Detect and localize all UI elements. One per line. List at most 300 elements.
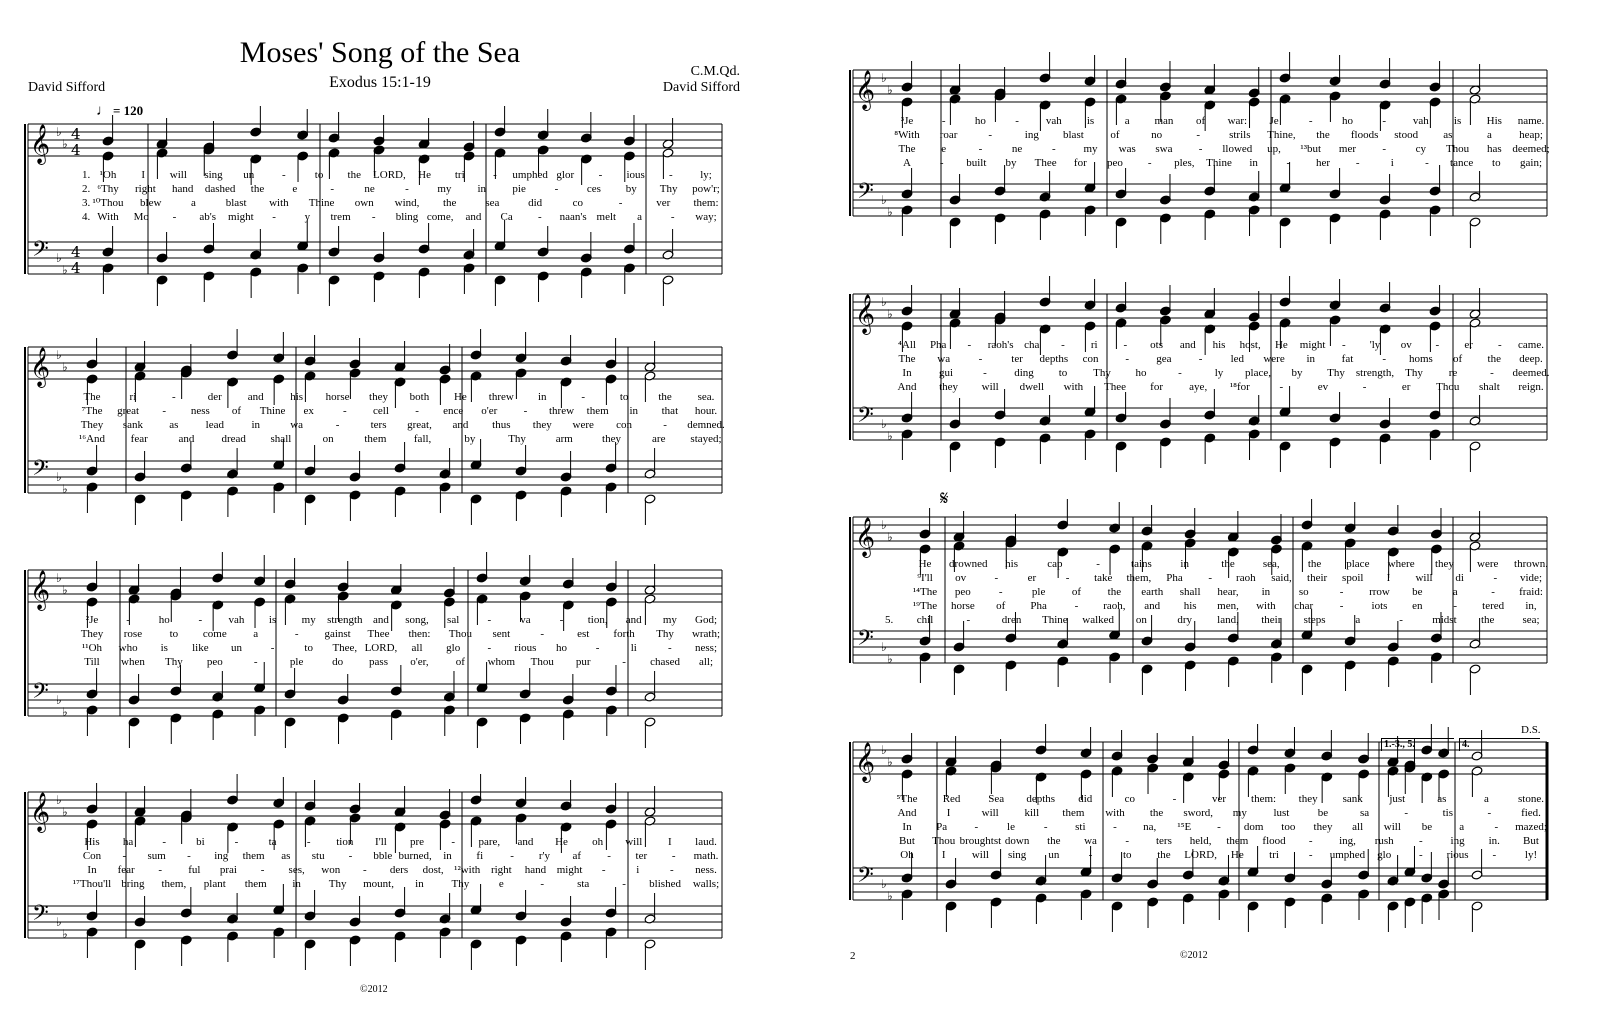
note-head: [945, 736, 957, 767]
lyric-syllable: rious: [1446, 849, 1469, 861]
lyric-syllable: them: [1062, 807, 1085, 819]
lyric-syllable: them,: [1126, 572, 1152, 584]
lyricist-credit: David Sifford: [28, 80, 106, 95]
score-page-2: [845, 0, 1565, 1035]
lyric-syllable: all: [1352, 821, 1364, 833]
lyric-syllable: oh: [592, 836, 604, 848]
note-head: [349, 896, 361, 927]
key-signature-flat-icon: ♭: [56, 915, 62, 929]
lyrics-block: [845, 557, 1565, 627]
lyric-syllable: con: [616, 419, 633, 431]
lyric-syllable: ov: [1400, 339, 1412, 351]
time-signature-icon: 4: [71, 141, 81, 159]
note-head: [1147, 858, 1159, 889]
lyric-syllable: LORD,: [1184, 849, 1217, 861]
lyric-syllable: -: [282, 169, 286, 181]
lyric-syllable: war:: [1227, 115, 1248, 127]
lyric-syllable: a: [1124, 115, 1130, 127]
key-signature-flat-icon: ♭: [56, 793, 62, 807]
lyric-syllable: -: [523, 405, 528, 417]
lyric-syllable: -: [371, 211, 376, 223]
lyric-syllable: e: [498, 878, 504, 890]
lyric-syllable: deemed.: [1512, 367, 1550, 379]
lyric-syllable: too: [1281, 821, 1296, 833]
lyric-syllable: swa: [1155, 143, 1173, 155]
treble-clef-icon: 𝄞: [855, 294, 876, 334]
note-head: [337, 561, 349, 592]
lyric-syllable: and: [465, 211, 482, 223]
lyric-syllable: Ca: [500, 211, 513, 223]
note-head: [443, 671, 455, 702]
lyric-syllable: ¹²with: [454, 864, 481, 876]
lyric-syllable: A: [903, 157, 911, 169]
lyric-syllable: with: [1105, 807, 1125, 819]
lyric-syllable: midst: [1432, 614, 1457, 626]
lyric-syllable: of: [1452, 353, 1463, 365]
key-signature-flat-icon: ♭: [887, 83, 893, 97]
note-head: [86, 927, 98, 958]
lyric-syllable: by: [1005, 157, 1017, 169]
lyric-syllable: And: [897, 807, 917, 819]
bass-clef-icon: 𝄢: [32, 456, 49, 486]
lyric-syllable: a: [1355, 614, 1361, 626]
lyric-syllable: shall: [1179, 586, 1201, 598]
key-signature-flat-icon: ♭: [881, 640, 887, 654]
lyric-syllable: dom: [1243, 821, 1264, 833]
lyric-syllable: ¹⁸for: [1229, 381, 1250, 393]
key-signature-flat-icon: ♭: [62, 137, 68, 151]
lyric-syllable: flood: [1262, 835, 1286, 847]
lyric-syllable: I: [141, 169, 146, 181]
lyric-syllable: le: [1007, 821, 1015, 833]
note-head: [1270, 652, 1282, 683]
lyric-syllable: they: [1298, 793, 1318, 805]
lyric-syllable: a: [1486, 129, 1492, 141]
lyric-syllable: ¹⁵E: [1177, 821, 1192, 833]
note-head: [537, 271, 549, 302]
lyric-syllable: Thy: [659, 183, 678, 195]
note-head: [284, 717, 296, 748]
lyric-syllable: Thine: [308, 197, 335, 209]
lyric-syllable: his: [290, 391, 304, 403]
lyric-syllable: ter: [635, 850, 648, 862]
key-signature-flat-icon: ♭: [62, 482, 68, 496]
note-head: [1115, 392, 1127, 423]
note-head: [1284, 727, 1296, 758]
lyric-syllable: Oh: [900, 849, 914, 861]
note-head: [519, 713, 531, 744]
lyric-syllable: them: [364, 433, 387, 445]
note-head: [1080, 889, 1092, 920]
note-head: [284, 558, 296, 589]
note-head: [1358, 733, 1370, 764]
lyric-syllable: fear: [117, 864, 135, 876]
lyric-syllable: in: [537, 391, 547, 403]
lyric-syllable: them: [242, 850, 265, 862]
meter-label: C.M.Qd.: [690, 64, 740, 79]
note-head: [1344, 660, 1356, 691]
note-head: [1159, 285, 1171, 316]
lyric-syllable: the: [1316, 129, 1330, 141]
note-head: [1279, 52, 1291, 83]
lyric-syllable: ab's: [199, 211, 216, 223]
lyric-syllable: in: [1180, 558, 1189, 570]
key-signature-flat-icon: ♭: [881, 71, 887, 85]
lyric-syllable: -: [363, 864, 367, 876]
lyric-syllable: Thine: [1042, 614, 1068, 626]
lyric-syllable: ⁷The: [81, 405, 103, 417]
lyric-syllable: a: [1459, 821, 1465, 833]
note-head: [328, 226, 340, 257]
lyric-syllable: Thee,: [332, 642, 358, 654]
lyric-syllable: -: [1492, 849, 1497, 861]
lyric-syllable: gain;: [1520, 157, 1542, 169]
lyric-syllable: Thine: [1206, 157, 1232, 169]
note-head: [418, 223, 430, 254]
lyric-syllable: homs: [1408, 353, 1433, 365]
lyric-syllable: were: [1477, 558, 1499, 570]
lyric-syllable: -: [122, 850, 127, 862]
note-head: [1248, 395, 1260, 426]
note-head: [623, 115, 635, 146]
lyric-syllable: tion: [336, 836, 354, 848]
lyric-syllable: I: [941, 849, 946, 861]
lyric-syllable: lust: [1273, 807, 1290, 819]
lyric-syllable: ¹⁹The: [912, 600, 938, 612]
lyric-syllable: -: [998, 586, 1003, 598]
lyric-syllable: might: [1299, 339, 1326, 351]
lyric-syllable: earth: [1141, 586, 1164, 598]
lyric-syllable: sal: [447, 614, 460, 626]
lyric-syllable: Thy: [1405, 367, 1423, 379]
lyric-syllable: pre: [410, 836, 425, 848]
lyric-syllable: place: [1346, 558, 1370, 570]
treble-clef-icon: 𝄞: [30, 347, 51, 387]
note-head: [297, 263, 309, 294]
lyric-syllable: Pha: [1166, 572, 1183, 584]
note-head: [605, 338, 617, 369]
hymn-title: Moses' Song of the Sea: [239, 36, 521, 69]
note-head: [644, 494, 656, 525]
bass-clef-icon: 𝄢: [32, 901, 49, 931]
lyric-syllable: in: [629, 405, 639, 417]
note-head: [273, 482, 285, 513]
key-signature-flat-icon: ♭: [887, 755, 893, 769]
lyric-syllable: na,: [1143, 821, 1157, 833]
lyric-syllable: -: [618, 197, 623, 209]
lyric-syllable: sent: [492, 628, 511, 640]
note-head: [86, 561, 98, 592]
lyric-syllable: has: [1486, 143, 1502, 155]
lyric-syllable: o'er: [481, 405, 498, 417]
lyric-syllable: floods: [1350, 129, 1379, 141]
note-head: [86, 445, 98, 476]
lyric-line: [20, 627, 740, 641]
note-head: [1279, 276, 1291, 307]
lyric-syllable: dwell: [1019, 381, 1045, 393]
note-head: [623, 223, 635, 254]
lyric-syllable: He: [918, 558, 932, 570]
lyric-syllable: -: [966, 614, 971, 626]
note-head: [1429, 285, 1441, 316]
lyric-syllable: -: [260, 864, 265, 876]
lyric-syllable: will: [169, 169, 187, 181]
lyric-syllable: his: [1183, 600, 1197, 612]
note-head: [1039, 433, 1051, 464]
lyric-syllable: them,: [161, 878, 187, 890]
lyric-syllable: all;: [698, 656, 714, 668]
lyric-syllable: peo: [206, 656, 223, 668]
lyric-syllable: of: [455, 656, 465, 668]
note-head: [1147, 763, 1159, 794]
lyric-line: [845, 613, 1565, 627]
lyric-syllable: walls;: [692, 878, 720, 890]
note-head: [605, 442, 617, 473]
note-head: [470, 494, 482, 525]
note-head: [1111, 730, 1123, 761]
lyric-syllable: blished: [649, 878, 681, 890]
lyric-syllable: they: [602, 433, 622, 445]
lyric-syllable: like: [192, 642, 209, 654]
lyric-line: [845, 380, 1565, 394]
lyric-line: [20, 613, 740, 627]
lyric-syllable: ne: [1011, 143, 1023, 155]
lyric-syllable: their: [1307, 572, 1328, 584]
note-head: [1404, 897, 1416, 928]
note-head: [304, 939, 316, 970]
lyric-syllable: hour.: [694, 405, 718, 417]
lyric-syllable: -: [1286, 157, 1291, 169]
lyric-line: [845, 366, 1565, 380]
lyric-syllable: ver: [1211, 793, 1227, 805]
lyric-syllable: a: [253, 628, 259, 640]
lyric-syllable: cap: [1047, 558, 1063, 570]
lyric-syllable: Thy: [656, 628, 674, 640]
lyrics-block: [845, 338, 1565, 394]
lyric-syllable: peo: [954, 586, 971, 598]
lyric-syllable: the: [1149, 807, 1164, 819]
lyric-syllable: sti: [1075, 821, 1086, 833]
lyric-syllable: sea,: [1262, 558, 1280, 570]
lyric-syllable: -: [1113, 821, 1117, 833]
note-head: [134, 341, 146, 372]
note-head: [1109, 502, 1121, 533]
note-head: [1321, 730, 1333, 761]
note-head: [580, 232, 592, 263]
lyric-syllable: -: [974, 821, 979, 833]
lyric-syllable: -: [540, 878, 545, 890]
note-head: [1182, 736, 1194, 767]
bass-clef-icon: 𝄢: [857, 863, 874, 893]
lyric-syllable: -: [1198, 143, 1203, 155]
treble-clef-icon: 𝄞: [855, 517, 876, 557]
lyric-syllable: my: [437, 183, 452, 195]
lyric-syllable: -: [1425, 157, 1429, 169]
note-head: [390, 665, 402, 696]
lyric-syllable: and: [625, 614, 642, 626]
note-head: [1184, 508, 1196, 539]
note-head: [1159, 398, 1171, 429]
lyric-syllable: on: [1135, 614, 1147, 626]
lyric-syllable: was: [1118, 143, 1136, 155]
key-signature-flat-icon: ♭: [881, 743, 887, 757]
note-head: [390, 709, 402, 740]
note-head: [1471, 901, 1483, 932]
lyric-syllable: -: [622, 656, 626, 668]
lyric-syllable: might: [228, 211, 254, 223]
lyric-syllable: pass: [369, 656, 389, 668]
lyric-syllable: walked: [1082, 614, 1115, 626]
lyric-syllable: -: [1490, 367, 1494, 379]
note-head: [86, 338, 98, 369]
lyric-syllable: -: [198, 614, 203, 626]
lyric-syllable: They: [80, 628, 104, 640]
lyric-syllable: threw: [548, 405, 575, 417]
note-head: [1184, 660, 1196, 691]
lyric-syllable: ri: [129, 391, 137, 403]
lyric-syllable: is: [1086, 115, 1095, 127]
lyric-syllable: of: [1071, 586, 1082, 598]
note-head: [994, 437, 1006, 468]
second-ending-bracket: 4.: [1459, 738, 1540, 751]
note-head: [945, 901, 957, 932]
lyric-syllable: rious: [514, 642, 537, 654]
note-head: [1421, 893, 1433, 924]
lyric-syllable: they: [1434, 558, 1454, 570]
lyric-syllable: -: [1088, 849, 1093, 861]
note-head: [1284, 897, 1296, 928]
lyric-syllable: depths: [1026, 793, 1056, 805]
lyric-syllable: reign.: [1518, 381, 1544, 393]
lyric-line: [20, 432, 740, 446]
note-head: [1084, 279, 1096, 310]
key-signature-flat-icon: ♭: [56, 348, 62, 362]
note-head: [1279, 441, 1291, 472]
note-head: [1329, 168, 1341, 199]
lyric-syllable: ¹⁴The: [912, 586, 938, 598]
lyric-syllable: ful: [188, 864, 201, 876]
lyric-syllable: thrown.: [1514, 558, 1548, 570]
lyric-syllable: glo: [1377, 849, 1392, 861]
note-head: [1247, 901, 1259, 932]
lyric-syllable: ri: [1090, 339, 1098, 351]
treble-staff: [28, 347, 722, 379]
note-head: [1159, 61, 1171, 92]
lyric-syllable: ding: [1014, 367, 1034, 379]
lyric-syllable: strength: [327, 614, 363, 626]
lyric-syllable: sank: [1342, 793, 1363, 805]
bass-clef-icon: 𝄢: [32, 679, 49, 709]
lyric-syllable: wrath;: [691, 628, 721, 640]
lyric-line: [845, 599, 1565, 613]
note-head: [1429, 61, 1441, 92]
lyric-syllable: said,: [1271, 572, 1292, 584]
note-head: [170, 713, 182, 744]
lyric-syllable: in: [292, 878, 301, 890]
lyric-syllable: held,: [1189, 835, 1212, 847]
note-head: [227, 774, 239, 805]
note-head: [170, 665, 182, 696]
note-head: [328, 275, 340, 306]
lyric-syllable: great: [117, 405, 140, 417]
lyric-syllable: der: [207, 391, 222, 403]
lyrics-block: [20, 168, 740, 224]
lyric-syllable: were: [1263, 353, 1285, 365]
note-head: [394, 786, 406, 817]
lyric-syllable: -: [1147, 157, 1152, 169]
note-head: [134, 896, 146, 927]
lyric-syllable: great,: [407, 419, 432, 431]
note-head: [605, 561, 617, 592]
lyric-syllable: threw: [488, 391, 514, 403]
note-head: [519, 668, 531, 699]
lyric-line: [845, 352, 1565, 366]
lyric-syllable: Sea: [988, 793, 1005, 805]
note-head: [297, 220, 309, 251]
lyric-syllable: Thy: [1093, 367, 1111, 379]
note-head: [1301, 664, 1313, 695]
lyric-syllable: -: [1308, 835, 1313, 847]
lyric-syllable: gui: [938, 367, 954, 379]
note-head: [349, 783, 361, 814]
note-head: [212, 552, 224, 583]
lyric-syllable: heap;: [1519, 129, 1543, 141]
note-head: [1379, 209, 1391, 240]
lyric-syllable: in: [477, 183, 487, 195]
lyric-syllable: ly: [1214, 367, 1224, 379]
note-head: [580, 112, 592, 143]
lyric-syllable: do: [332, 656, 344, 668]
note-head: [1039, 171, 1051, 202]
lyric-syllable: glor: [556, 169, 575, 181]
note-head: [623, 263, 635, 294]
note-head: [1344, 502, 1356, 533]
note-head: [134, 786, 146, 817]
lyric-syllable: strils: [1229, 129, 1251, 141]
lyric-syllable: dry: [1177, 614, 1193, 626]
note-head: [1430, 652, 1442, 683]
lyric-syllable: ¹⁰Thou: [92, 197, 124, 209]
note-head: [394, 887, 406, 918]
verse-number: 1.: [82, 169, 91, 181]
note-head: [1329, 55, 1341, 86]
lyric-syllable: mount,: [363, 878, 394, 890]
lyric-syllable: -: [1382, 115, 1387, 127]
lyric-syllable: ence: [443, 405, 464, 417]
lyric-syllable: Pha: [1030, 600, 1047, 612]
note-head: [102, 115, 114, 146]
lyric-syllable: ta: [268, 836, 277, 848]
lyric-syllable: and: [452, 419, 469, 431]
lyric-syllable: with: [269, 197, 289, 209]
lyric-syllable: glo: [446, 642, 461, 654]
note-head: [901, 285, 913, 316]
note-head: [1039, 395, 1051, 426]
lyric-syllable: ders: [389, 864, 409, 876]
bass-clef-icon: 𝄢: [857, 626, 874, 656]
note-head: [180, 490, 192, 521]
note-head: [560, 780, 572, 811]
key-signature-flat-icon: ♭: [56, 571, 62, 585]
note-head: [537, 226, 549, 257]
key-signature-flat-icon: ♭: [56, 251, 62, 265]
lyric-syllable: -: [1074, 600, 1079, 612]
note-head: [156, 118, 168, 149]
lyrics-block: [20, 390, 740, 446]
note-head: [349, 338, 361, 369]
key-signature-flat-icon: ♭: [56, 470, 62, 484]
lyric-syllable: Thy: [328, 878, 347, 890]
